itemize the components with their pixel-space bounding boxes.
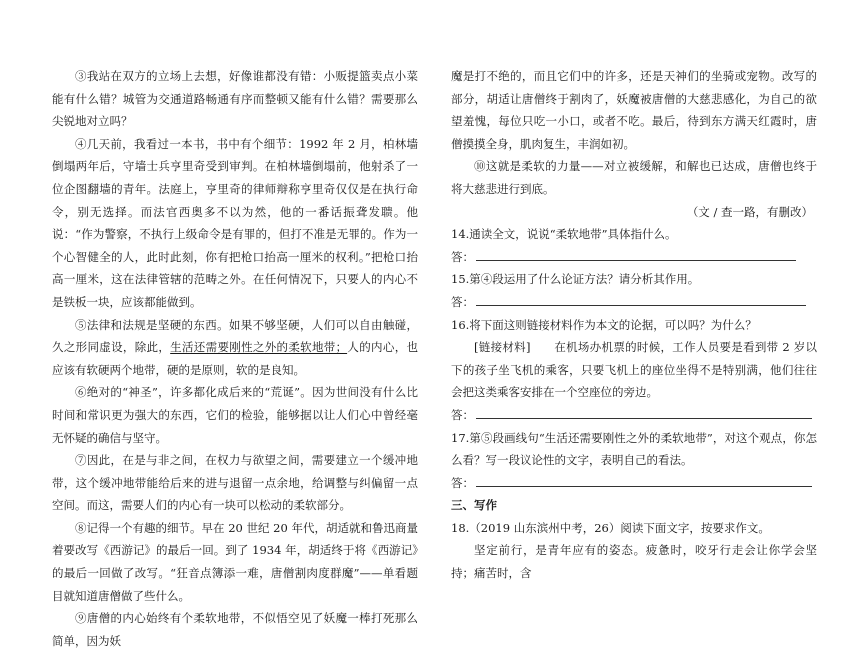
question-14: 14.通读全文，说说“柔软地带”具体指什么。 bbox=[451, 227, 677, 242]
answer-line-15[interactable] bbox=[476, 291, 806, 306]
answer-label: 答： bbox=[451, 294, 474, 309]
answer-line-17[interactable] bbox=[476, 472, 812, 487]
answer-15 bbox=[451, 291, 817, 314]
answer-16 bbox=[451, 404, 817, 427]
paragraph-8: ⑧记得一个有趣的细节。早在 20 世纪 20 年代，胡适就和鲁迅商量着要改写《西游记》的最后一回。到了 1934 年，胡适终于将《西游记》的最后一回做了改写。“狂音点簿添一难，唐僧割肉度群魔”——单看题目就知道唐僧做了些什么。 bbox=[52, 520, 418, 603]
question-18-prompt: 坚定前行，是青年应有的姿态。疲惫时，咬牙行走会让你学会坚持；痛苦时，含 bbox=[451, 543, 817, 581]
right-column bbox=[451, 65, 817, 585]
underlined-sentence: 生活还需要刚性之外的柔软地带； bbox=[170, 340, 348, 355]
answer-14 bbox=[451, 246, 817, 269]
source-attribution: （文 / 查一路，有删改） bbox=[686, 204, 813, 219]
section-heading-writing: 三、写作 bbox=[451, 498, 497, 513]
paragraph-6: ⑥绝对的“神圣”，许多都化成后来的“荒诞”。因为世间没有什么比时间和常识更为强大的东西，它们的检验，能够据以让人们心中曾经毫无怀疑的确信与坚守。 bbox=[52, 385, 418, 445]
question-15: 15.第④段运用了什么论证方法？请分析其作用。 bbox=[451, 272, 700, 287]
answer-label: 答： bbox=[451, 407, 474, 422]
answer-line-16[interactable] bbox=[476, 404, 812, 419]
answer-17 bbox=[451, 472, 817, 495]
paragraph-4: ④几天前，我看过一本书，书中有个细节：1992 年 2 月，柏林墙倒塌两年后，守墙士兵亨里奇受到审判。在柏林墙倒塌前，他射杀了一位企图翻墙的青年。法庭上，亨里奇的律师辩称亨里奇仅仅是在执行命令，别无选择。而法官西奥多不以为然，他的一番话振聋发聩。他说：“作为警察，不执行上级命令是有罪的，但打不准是无罪的。作为一个心智健全的人，此时此刻，你有把枪口抬高一厘米的权利。”把枪口抬高一厘米，这在法律管辖的范畴之外。在任何情况下，只要人的内心不是铁板一块，应该都能做到。 bbox=[52, 136, 418, 309]
paragraph-9-continued: 魔是打不绝的，而且它们中的许多，还是天神们的坐骑或宠物。改写的部分，胡适让唐僧终于割肉了，妖魔被唐僧的大慈悲感化，为自己的欲望羞愧，每位只吃一小口，或者不吃。最后，待到东方满天红霞时，唐僧摸摸全身，肌肉复生，丰润如初。 bbox=[451, 69, 817, 151]
link-material: [链接材料] 在机场办机票的时候，工作人员要是看到带 2 岁以下的孩子坐飞机的乘客，只要飞机上的座位坐得不是特别满，他们往往会把这类乘客安排在一个空座位的旁边。 bbox=[451, 340, 817, 400]
answer-label: 答： bbox=[451, 475, 474, 490]
paragraph-5 bbox=[52, 314, 418, 382]
paragraph-7: ⑦因此，在是与非之间，在权力与欲望之间，需要建立一个缓冲地带，这个缓冲地带能给后来的进与退留一点余地，给调整与纠偏留一点空间。而这，需要人们的内心有一块可以松动的柔软部分。 bbox=[52, 453, 418, 513]
paragraph-10: ⑩这就是柔软的力量——对立被缓解，和解也已达成，唐僧也终于将大慈悲进行到底。 bbox=[451, 159, 817, 196]
paragraph-3: ③我站在双方的立场上去想，好像谁都没有错：小贩提篮卖点小菜能有什么错？城管为交通道路畅通有序而整顿又能有什么错？需要那么尖锐地对立吗？ bbox=[52, 69, 418, 129]
paragraph-5-pre: ⑤法律和法规是坚硬的东西。如果不够坚硬，人们可以自由触碰，久之形同虚设，除此， bbox=[52, 317, 418, 355]
question-16: 16.将下面这则链接材料作为本文的论据，可以吗？为什么？ bbox=[451, 317, 757, 332]
paragraph-5-post: 人的内心，也应该有软硬两个地带，硬的是原则，软的是良知。 bbox=[52, 340, 419, 377]
left-column bbox=[52, 65, 418, 652]
question-17: 17.第⑤段画线句“生活还需要刚性之外的柔软地带”，对这个观点，你怎么看？写一段议论性的文字，表明自己的看法。 bbox=[451, 430, 817, 468]
answer-label: 答： bbox=[451, 249, 474, 264]
paragraph-9: ⑨唐僧的内心始终有个柔软地带，不似悟空见了妖魔一棒打死那么简单，因为妖 bbox=[52, 611, 418, 648]
question-18: 18.（2019 山东滨州中考，26）阅读下面文字，按要求作文。 bbox=[451, 520, 770, 535]
answer-line-14[interactable] bbox=[476, 246, 796, 261]
